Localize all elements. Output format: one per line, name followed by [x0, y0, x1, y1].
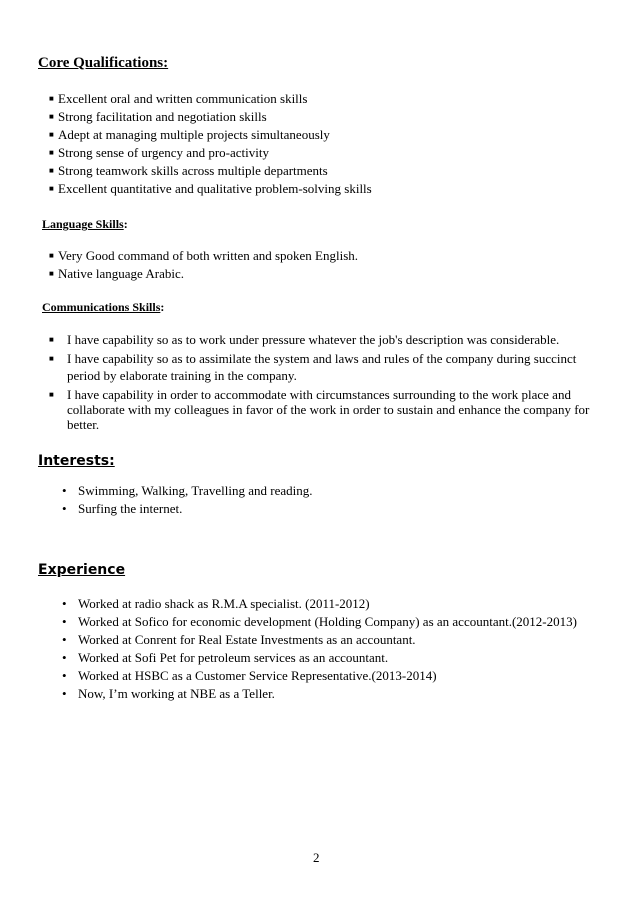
core-qualifications-heading: Core Qualifications: [38, 55, 169, 71]
communications-skills-heading: Communications Skills: [42, 300, 165, 314]
bullet-dot-icon: • [62, 632, 67, 647]
page-number: 2 [313, 850, 320, 865]
interests-list [62, 482, 602, 518]
list-item: ■ I have capability in order to accommodate with circumstances surrounding to the work place and collaborate with my colleagues in favor of the work in order to sustain and enhance the company for better. [49, 387, 590, 432]
list-item: • Worked at radio shack as R.M.A specialist. (2011-2012) [62, 596, 370, 611]
experience-heading: Experience [38, 562, 126, 578]
bullet-dot-icon: • [62, 650, 67, 665]
square-bullet-icon: ■ [49, 148, 54, 157]
communications-skills-title: Communications Skills [42, 300, 161, 314]
bullet-dot-icon: • [62, 614, 67, 629]
interests-heading: Interests: [38, 453, 115, 469]
bullet-dot-icon: • [62, 501, 67, 516]
list-item: ■ Strong sense of urgency and pro-activity [49, 145, 269, 160]
square-bullet-icon: ■ [49, 269, 54, 278]
list-item: ■ Excellent quantitative and qualitative problem-solving skills [49, 181, 372, 196]
bullet-dot-icon: • [62, 668, 67, 683]
list-item: • Surfing the internet. [62, 501, 183, 516]
square-bullet-icon: ■ [49, 94, 54, 103]
list-item: ■ Strong teamwork skills across multiple departments [49, 163, 328, 178]
list-item: ■ I have capability so as to work under pressure whatever the job's description was considerable. [49, 332, 560, 347]
communications-skills-list [49, 332, 599, 432]
list-item: • Swimming, Walking, Travelling and reading. [62, 483, 313, 498]
experience-list [62, 595, 602, 703]
list-item: ■ Strong facilitation and negotiation skills [49, 109, 267, 124]
list-item: ■ Very Good command of both written and spoken English. [49, 248, 359, 263]
list-item: ■ I have capability so as to assimilate the system and laws and rules of the company during succinct period by elaborate training in the company. [49, 351, 577, 383]
square-bullet-icon: ■ [49, 354, 54, 363]
square-bullet-icon: ■ [49, 130, 54, 139]
bullet-dot-icon: • [62, 686, 67, 701]
bullet-dot-icon: • [62, 596, 67, 611]
list-item: • Worked at Sofi Pet for petroleum services as an accountant. [62, 650, 389, 665]
list-item: ■ Native language Arabic. [49, 266, 184, 281]
list-item: • Now, I’m working at NBE as a Teller. [62, 686, 275, 701]
list-item: • Worked at Sofico for economic development (Holding Company) as an accountant.(2012-2013) [62, 614, 577, 629]
language-skills-heading: Language Skills: [42, 217, 128, 231]
list-item: ■ Excellent oral and written communication skills [49, 91, 308, 106]
list-item: • Worked at HSBC as a Customer Service Representative.(2013-2014) [62, 668, 437, 683]
square-bullet-icon: ■ [49, 166, 54, 175]
language-skills-list [49, 247, 609, 283]
square-bullet-icon: ■ [49, 390, 54, 399]
square-bullet-icon: ■ [49, 184, 54, 193]
bullet-dot-icon: • [62, 483, 67, 498]
list-item: ■ Adept at managing multiple projects simultaneously [49, 127, 330, 142]
language-skills-title: Language Skills [42, 217, 124, 231]
core-qualifications-list [49, 90, 609, 198]
list-item: • Worked at Conrent for Real Estate Investments as an accountant. [62, 632, 416, 647]
square-bullet-icon: ■ [49, 112, 54, 121]
square-bullet-icon: ■ [49, 251, 54, 260]
square-bullet-icon: ■ [49, 335, 54, 344]
